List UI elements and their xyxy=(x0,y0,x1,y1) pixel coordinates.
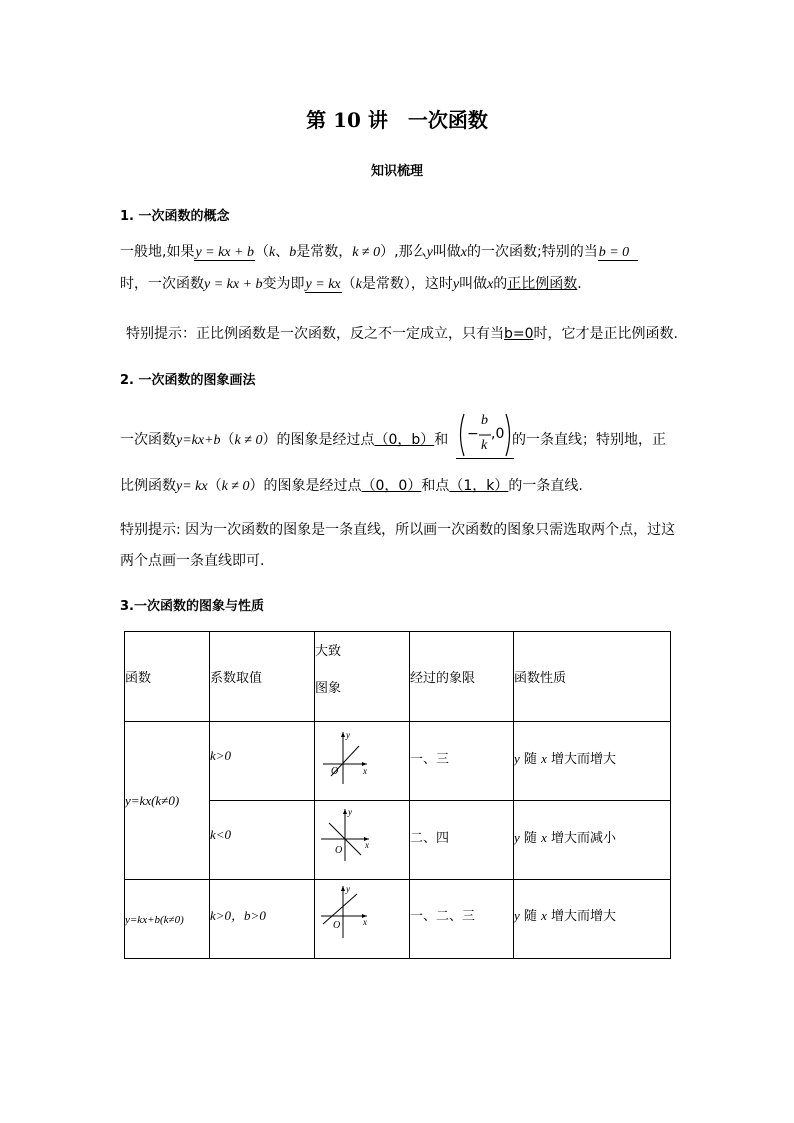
svg-text:x: x xyxy=(363,917,367,927)
s1-line-1: 一般地,如果y = kx + b（k、b是常数，k ≠ 0）,那么y叫做x的一次函数;特别的当b = 0 xyxy=(120,241,638,261)
section-1-heading: 1. 一次函数的概念 xyxy=(120,209,230,224)
graph-cell xyxy=(315,801,410,880)
func-cell-linear: y=kx+b(k≠0) xyxy=(125,880,210,959)
quad-cell: 二、四 xyxy=(410,801,514,880)
graph-cell xyxy=(315,880,410,959)
graph-cell xyxy=(315,722,410,801)
s2-tip-line-2: 两个点画一条直线即可. xyxy=(120,553,265,569)
prop-cell: y 随 x 增大而增大 xyxy=(514,880,671,959)
header-graph: 大致 图象 xyxy=(315,632,410,722)
graph-increasing-through-origin xyxy=(315,722,409,796)
point-fraction: − b k ,0 xyxy=(456,412,514,459)
table-row xyxy=(125,880,671,959)
header-coef: 系数取值 xyxy=(210,632,315,722)
coef-cell: k>0，b>0 xyxy=(210,880,315,959)
properties-table xyxy=(124,631,671,959)
svg-text:y: y xyxy=(348,807,352,817)
header-func: 函数 xyxy=(125,632,210,722)
proportional-function-term: 正比例函数 xyxy=(507,276,578,292)
formula-kxb: y = kx + b xyxy=(195,245,254,260)
section-3-heading: 3.一次函数的图象与性质 xyxy=(120,599,264,614)
svg-text:y: y xyxy=(346,730,350,740)
table-row xyxy=(125,722,671,801)
graph-increasing-positive-intercept xyxy=(315,880,409,954)
svg-text:O: O xyxy=(335,845,343,856)
s1-line-2: 时，一次函数y = kx + b变为即y = kx（k是常数），这时y叫做x的正比例函数. xyxy=(120,276,582,292)
formula-b0: b = 0 xyxy=(598,245,638,261)
table-header-row xyxy=(125,632,671,722)
page-title: 第 10 讲 一次函数 xyxy=(306,108,488,132)
quad-cell: 一、二、三 xyxy=(410,880,514,959)
prop-cell: y 随 x 增大而减小 xyxy=(514,801,671,880)
svg-text:y: y xyxy=(346,884,350,894)
quad-cell: 一、三 xyxy=(410,722,514,801)
section-subtitle: 知识梳理 xyxy=(370,164,423,179)
s1-tip: 特别提示：正比例函数是一次函数，反之不一定成立，只有当b=0时，它才是正比例函数. xyxy=(126,326,678,342)
s2-tip-line-1: 特别提示: 因为一次函数的图象是一条直线，所以画一次函数的图象只需选取两个点，过这 xyxy=(120,522,676,538)
svg-text:O: O xyxy=(331,766,339,777)
section-2-heading: 2. 一次函数的图象画法 xyxy=(120,373,256,388)
header-prop: 函数性质 xyxy=(514,632,671,722)
func-cell-proportional: y=kx(k≠0) xyxy=(125,722,210,880)
coef-cell: k<0 xyxy=(210,801,315,880)
graph-decreasing-through-origin xyxy=(315,801,409,875)
prop-cell: y 随 x 增大而增大 xyxy=(514,722,671,801)
coef-cell: k>0 xyxy=(210,722,315,801)
svg-text:O: O xyxy=(333,920,341,931)
s2-line-2: 比例函数y= kx（k ≠ 0）的图象是经过点（0，0）和点（1，k）的一条直线. xyxy=(120,478,583,494)
svg-text:x: x xyxy=(363,766,367,776)
svg-text:x: x xyxy=(365,840,369,850)
header-quad: 经过的象限 xyxy=(410,632,514,722)
